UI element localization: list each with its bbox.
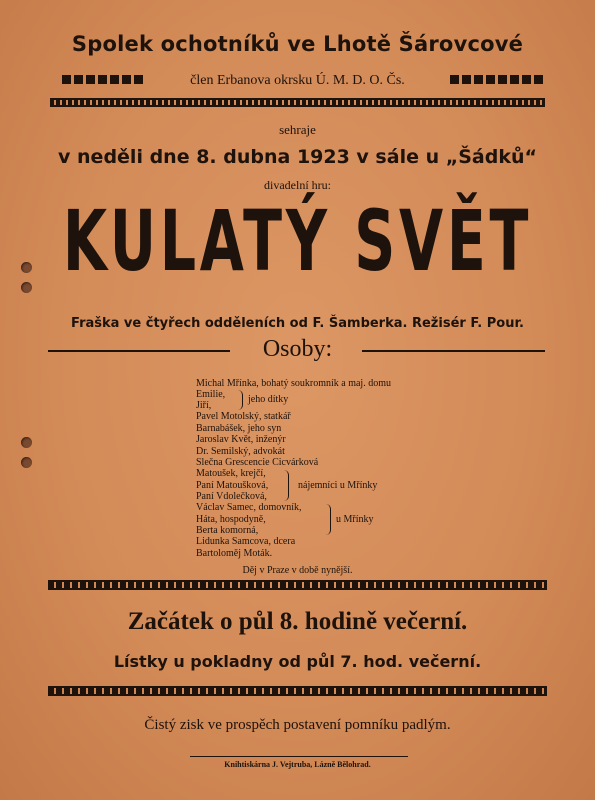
- cast-line: Bartoloměj Moták.: [196, 548, 273, 559]
- member-row: [0, 73, 595, 89]
- punch-hole: [21, 457, 32, 468]
- ornament-squares-right: [450, 75, 543, 84]
- brace: [238, 390, 243, 410]
- cast-line: Jaroslav Květ, inženýr: [196, 434, 286, 445]
- profit-line: Čistý zisk ve prospěch postavení pomníku padlým.: [144, 717, 451, 733]
- cast-line: Matoušek, krejčí,: [196, 468, 266, 479]
- rule-right: [362, 350, 545, 352]
- start-time: Začátek o půl 8. hodině večerní.: [127, 608, 468, 635]
- play-subtitle: Fraška ve čtyřech odděleních od F. Šamberka. Režisér F. Pour.: [71, 316, 524, 331]
- cast-line: Barnabášek, jeho syn: [196, 423, 282, 434]
- brace-note: u Mřínky: [336, 514, 374, 525]
- cast-line: Michal Mřínka, bohatý soukromník a maj. domu: [196, 378, 391, 389]
- ornament-squares-left: [62, 75, 143, 84]
- brace-note: jeho dítky: [248, 394, 289, 405]
- cast-line: Slečna Grescencie Cicvárková: [196, 457, 319, 468]
- brace: [284, 470, 289, 501]
- date-line: v neděli dne 8. dubna 1923 v sále u „Šádků“: [58, 146, 537, 168]
- cast-line: Paní Vdolečková,: [196, 491, 267, 502]
- tickets-line: Lístky u pokladny od půl 7. hod. večerní.: [113, 652, 482, 671]
- cast-line: Emilie,: [196, 389, 226, 400]
- ornament-band-top: [50, 98, 545, 107]
- brace: [326, 504, 331, 535]
- cast-line: Pavel Motolský, statkář: [196, 411, 291, 422]
- printer-rule: [190, 756, 408, 757]
- cast-line: Berta komorná,: [196, 525, 259, 536]
- performs-label: sehraje: [279, 122, 316, 137]
- member-line: člen Erbanova okrsku Ú. M. D. O. Čs.: [190, 73, 405, 88]
- cast-line: Václav Samec, domovník,: [196, 502, 302, 513]
- play-title: KULATÝ SVĚT: [62, 191, 533, 291]
- society-name: Spolek ochotníků ve Lhotě Šárovcové: [71, 32, 524, 56]
- ornament-band-middle: [48, 580, 547, 590]
- setting-line: Děj v Praze v době nynější.: [242, 565, 353, 576]
- ornament-band-bottom: [48, 686, 547, 696]
- punch-hole: [21, 437, 32, 448]
- cast-line: Háta, hospodyně,: [196, 514, 266, 525]
- cast-line: Paní Matoušková,: [196, 480, 269, 491]
- brace-note: nájemníci u Mřínky: [298, 480, 378, 491]
- cast-heading: Osoby:: [262, 336, 333, 362]
- cast-line: Lidunka Samcova, dcera: [196, 536, 296, 547]
- printer-credit: Knihtiskárna J. Vejtruba, Lázně Bělohrad.: [224, 760, 371, 769]
- play-label: divadelní hru:: [264, 178, 331, 192]
- cast-line: Jiří,: [196, 400, 212, 411]
- cast-line: Dr. Semilský, advokát: [196, 446, 285, 457]
